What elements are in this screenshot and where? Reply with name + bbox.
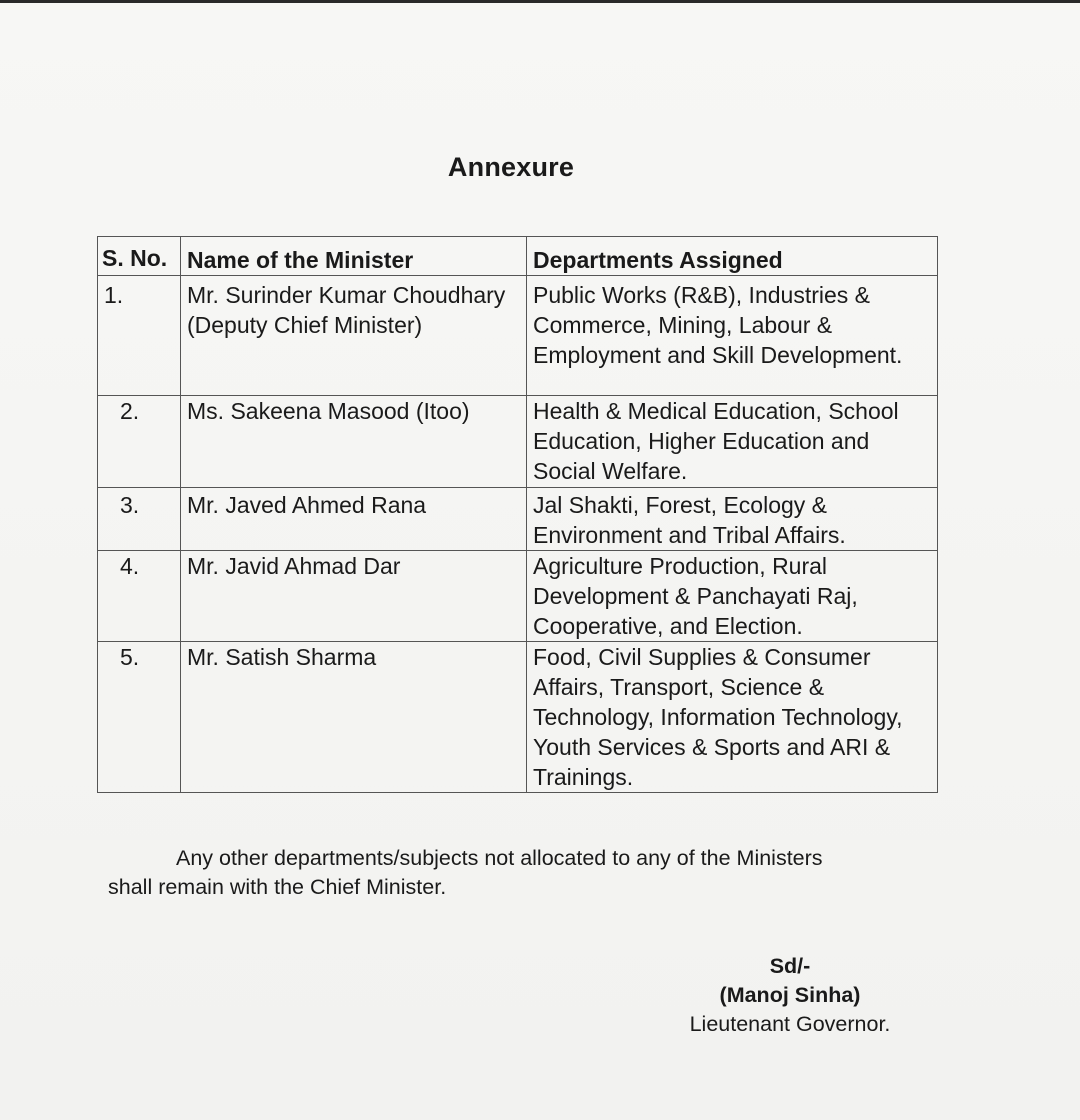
table-row [98, 488, 938, 551]
table-row [98, 276, 938, 396]
row-minister-name: Mr. Surinder Kumar Choudhary (Deputy Chief Minister) [181, 276, 527, 396]
table-row [98, 642, 938, 793]
row-sno: 5. [98, 642, 181, 793]
row-sno: 1. [98, 276, 181, 396]
document-title: Annexure [447, 152, 575, 182]
table-header-row [98, 237, 938, 276]
scan-top-edge [0, 0, 1080, 3]
signatory-name: (Manoj Sinha) [719, 983, 861, 1007]
row-minister-name: Ms. Sakeena Masood (Itoo) [181, 396, 527, 488]
row-minister-name: Mr. Satish Sharma [181, 642, 527, 793]
row-sno: 4. [98, 551, 181, 642]
row-departments: Food, Civil Supplies & Consumer Affairs, Transport, Science & Technology, Information Technology, Youth Services & Sports and ARI & Trainings. [527, 642, 938, 793]
row-departments: Jal Shakti, Forest, Ecology & Environment and Tribal Affairs. [527, 488, 938, 551]
signature-block [640, 952, 940, 1039]
table-row [98, 551, 938, 642]
header-name: Name of the Minister [181, 237, 527, 276]
header-sno: S. No. [98, 237, 181, 276]
allocation-note [108, 844, 928, 902]
note-line-1: Any other departments/subjects not allocated to any of the Ministers [176, 846, 823, 870]
header-departments: Departments Assigned [527, 237, 938, 276]
table-row [98, 396, 938, 488]
note-line-2: shall remain with the Chief Minister. [108, 875, 447, 899]
row-departments: Agriculture Production, Rural Development & Panchayati Raj, Cooperative, and Election. [527, 551, 938, 642]
row-departments: Health & Medical Education, School Education, Higher Education and Social Welfare. [527, 396, 938, 488]
ministers-table [97, 236, 938, 793]
signature-sd: Sd/- [769, 954, 811, 978]
row-sno: 3. [98, 488, 181, 551]
row-departments: Public Works (R&B), Industries & Commerce, Mining, Labour & Employment and Skill Development. [527, 276, 938, 396]
signatory-designation: Lieutenant Governor. [689, 1012, 891, 1036]
row-sno: 2. [98, 396, 181, 488]
row-minister-name: Mr. Javed Ahmed Rana [181, 488, 527, 551]
row-minister-name: Mr. Javid Ahmad Dar [181, 551, 527, 642]
